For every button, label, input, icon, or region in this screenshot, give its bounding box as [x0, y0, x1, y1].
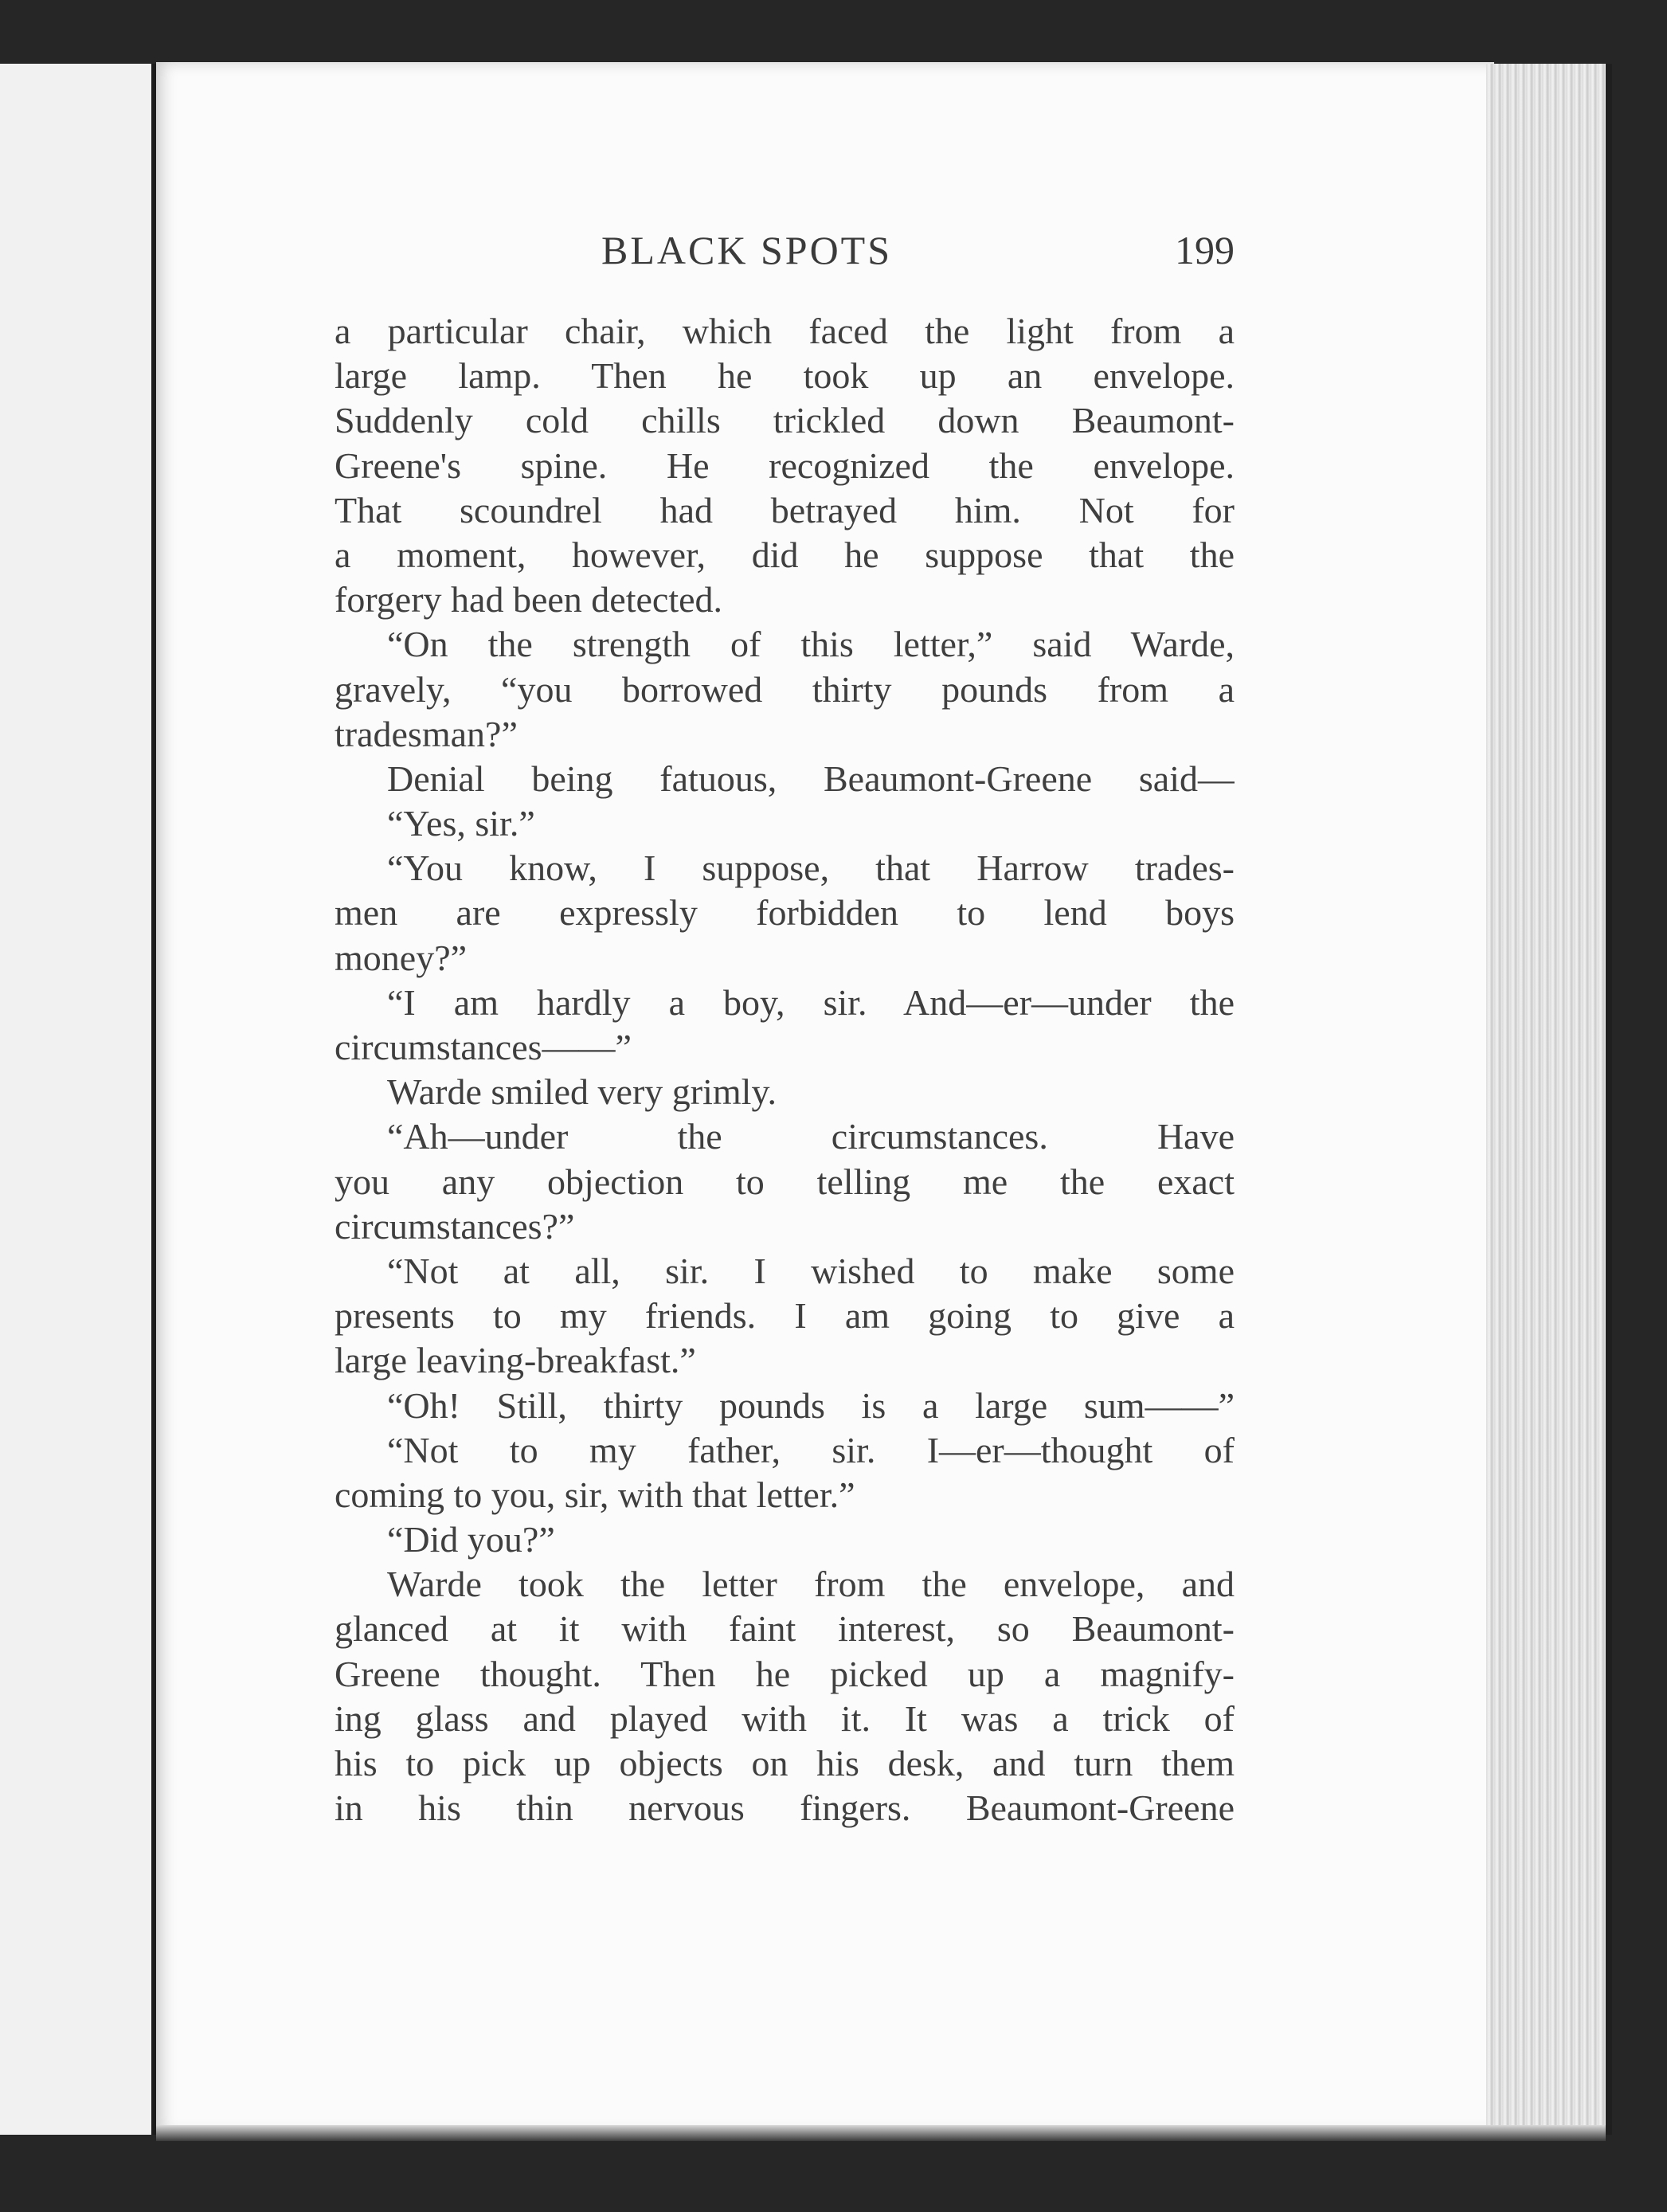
text-line: “Ah—under the circumstances. Have [387, 1116, 1235, 1157]
page-number: 199 [1175, 228, 1235, 272]
text-line: “Yes, sir.” [387, 803, 535, 844]
text-line: circumstances?” [335, 1205, 575, 1247]
text-line: men are expressly forbidden to lend boys [335, 892, 1235, 934]
text-line: presents to my friends. I am going to give a [335, 1295, 1235, 1337]
text-line: circumstances——” [335, 1027, 632, 1067]
running-head [335, 227, 1235, 283]
text-line: large lamp. Then he took up an envelope. [335, 355, 1235, 397]
text-line: his to pick up objects on his desk, and turn them [335, 1743, 1235, 1783]
text-line: large leaving-breakfast.” [335, 1340, 696, 1381]
text-line: you any objection to telling me the exact [335, 1161, 1235, 1202]
text-line: coming to you, sir, with that letter.” [335, 1474, 855, 1515]
text-line: glanced at it with faint interest, so Beaumont- [335, 1608, 1235, 1650]
text-line: “On the strength of this letter,” said Warde, [387, 624, 1235, 665]
text-line: Greene thought. Then he picked up a magnify- [335, 1653, 1235, 1694]
text-line: a particular chair, which faced the light from a [335, 311, 1235, 351]
body-text [335, 309, 1235, 1830]
text-line: “Not to my father, sir. I—er—thought of [387, 1429, 1235, 1470]
text-line: forgery had been detected. [335, 579, 723, 621]
text-line: Warde smiled very grimly. [387, 1071, 777, 1113]
text-line: “You know, I suppose, that Harrow trades- [387, 848, 1235, 889]
text-line: tradesman?” [335, 713, 518, 754]
text-line: in his thin nervous fingers. Beaumont-Greene [335, 1787, 1235, 1829]
text-line: “Not at all, sir. I wished to make some [387, 1250, 1235, 1291]
page-block-edges [1486, 64, 1612, 2135]
text-line: ing glass and played with it. It was a trick of [335, 1697, 1235, 1739]
running-title: BLACK SPOTS [601, 228, 893, 272]
text-line: gravely, “you borrowed thirty pounds from a [335, 668, 1235, 710]
text-line: Warde took the letter from the envelope, and [387, 1564, 1235, 1605]
text-line: a moment, however, did he suppose that the [335, 534, 1235, 575]
text-line: “I am hardly a boy, sir. And—er—under the [387, 981, 1235, 1023]
text-line: Greene's spine. He recognized the envelope. [335, 444, 1235, 486]
text-line: That scoundrel had betrayed him. Not for [335, 489, 1235, 530]
text-line: “Oh! Still, thirty pounds is a large sum——” [387, 1384, 1235, 1426]
text-line: Denial being fatuous, Beaumont-Greene said— [387, 758, 1235, 799]
page-bottom-shadow [156, 2125, 1606, 2141]
text-line: money?” [335, 937, 468, 978]
text-line: Suddenly cold chills trickled down Beaumont- [335, 400, 1235, 441]
facing-page-edge [0, 64, 156, 2135]
text-line: “Did you?” [387, 1519, 555, 1560]
